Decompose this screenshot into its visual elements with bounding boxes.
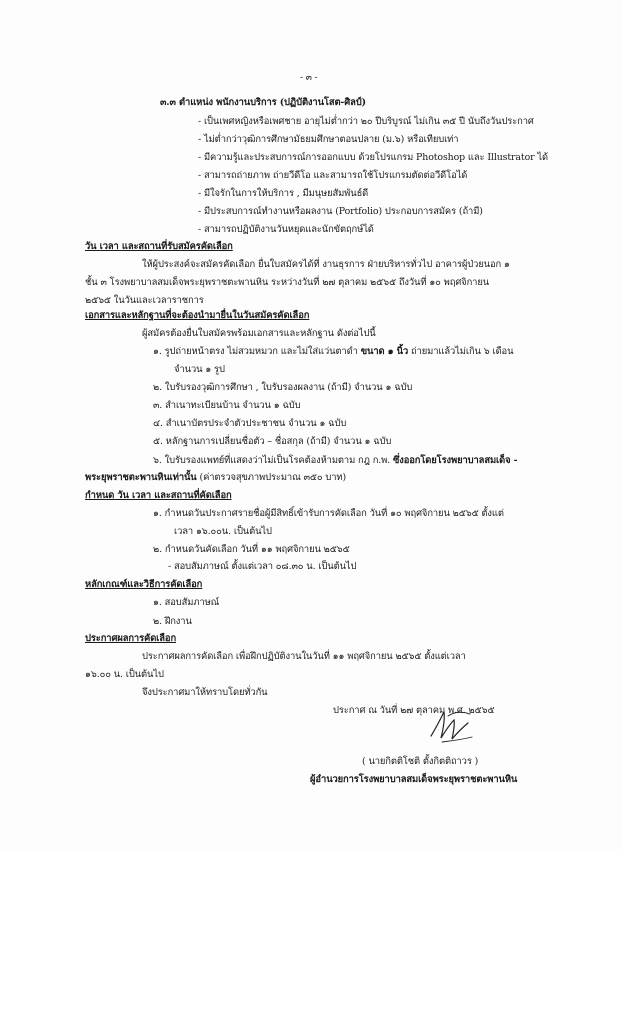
document-item-text: ๑. รูปถ่ายหน้าตรง ไม่สวมหมวก และไม่ใส่แว่นตาดำ [153, 346, 361, 357]
document-item: ๔. สำเนาบัตรประจำตัวประชาชน จำนวน ๑ ฉบับ [153, 418, 347, 429]
qualification-item: - เป็นเพศหญิงหรือเพศชาย อายุไม่ต่ำกว่า ๒๐ ปีบริบูรณ์ ไม่เกิน ๓๕ ปี นับถึงวันประกาศ [198, 116, 534, 127]
document-item [153, 455, 517, 467]
qualification-item: - ไม่ต่ำกว่าวุฒิการศึกษามัธยมศึกษาตอนปลาย (ม.๖) หรือเทียบเท่า [198, 134, 459, 145]
photo-size: ขนาด ๑ นิ้ว [360, 346, 409, 357]
criteria-item: ๑. สอบสัมภาษณ์ [153, 597, 220, 608]
blank-margin [0, 850, 622, 1024]
signatory-title: ผู้อำนวยการโรงพยาบาลสมเด็จพระยุพราชตะพานหิน [310, 774, 518, 785]
documents-intro: ผู้สมัครต้องยื่นใบสมัครพร้อมเอกสารและหลักฐาน ดังต่อไปนี้ [142, 328, 376, 339]
page-number: - ๓ - [300, 73, 318, 83]
announcement-line: ๑๖.๐๐ น. เป็นต้นไป [85, 669, 164, 680]
document-item: ๓. สำเนาทะเบียนบ้าน จำนวน ๑ ฉบับ [153, 400, 301, 411]
health-check-fee: (ค่าตรวจสุขภาพประมาณ ๓๕๐ บาท) [196, 472, 347, 483]
criteria-item: ๒. ฝึกงาน [153, 616, 192, 627]
schedule-subitem: - สอบสัมภาษณ์ ตั้งแต่เวลา ๐๘.๓๐ น. เป็นต้นไป [168, 561, 357, 572]
qualification-item: - มีความรู้และประสบการณ์การออกแบบ ด้วยโปรแกรม Photoshop และ Illustrator ได้ [198, 152, 548, 163]
qualification-item: - มีประสบการณ์ทำงานหรือผลงาน (Portfolio) ประกอบการสมัคร (ถ้ามี) [198, 206, 483, 217]
application-heading: วัน เวลา และสถานที่รับสมัครคัดเลือก [85, 241, 233, 252]
handwritten-signature [428, 706, 474, 746]
position-title: ๓.๓ ตำแหน่ง พนักงานบริการ (ปฏิบัติงานโสต-ศิลป์) [160, 97, 366, 108]
schedule-item: ๑. กำหนดวันประกาศรายชื่อผู้มีสิทธิ์เข้ารับการคัดเลือก วันที่ ๑๐ พฤศจิกายน ๒๕๖๕ ตั้งแต่ [153, 508, 504, 519]
qualification-item: - สามารถปฏิบัติงานวันหยุดและนักขัตฤกษ์ได้ [198, 224, 374, 235]
documents-heading: เอกสารและหลักฐานที่จะต้องนำมายื่นในวันสมัครคัดเลือก [85, 310, 310, 321]
schedule-item-continuation: เวลา ๑๖.๐๐น. เป็นต้นไป [174, 526, 272, 537]
signatory-name: ( นายกิตติโชติ ตั้งกิตติถาวร ) [362, 756, 479, 767]
document-item: ๕. หลักฐานการเปลี่ยนชื่อตัว – ชื่อสกุล (ถ้ามี) จำนวน ๑ ฉบับ [153, 436, 392, 447]
document-item: ๒. ใบรับรองวุฒิการศึกษา , ใบรับรองผลงาน (ถ้ามี) จำนวน ๑ ฉบับ [153, 382, 413, 393]
schedule-item: ๒. กำหนดวันคัดเลือก วันที่ ๑๑ พฤศจิกายน ๒๕๖๕ [153, 544, 350, 555]
hospital-only-note: พระยุพราชตะพานหินเท่านั้น [85, 472, 197, 483]
document-item-count: จำนวน ๑ รูป [174, 364, 225, 375]
qualification-item: - มีใจรักในการให้บริการ , มีมนุษยสัมพันธ์ดี [198, 188, 369, 199]
document-item-continuation [85, 472, 346, 484]
document-item [153, 346, 513, 358]
closing-statement: จึงประกาศมาให้ทราบโดยทั่วกัน [142, 687, 268, 698]
criteria-heading: หลักเกณฑ์และวิธีการคัดเลือก [85, 579, 203, 590]
application-line: ชั้น ๓ โรงพยาบาลสมเด็จพระยุพราชตะพานหิน ระหว่างวันที่ ๒๗ ตุลาคม ๒๕๖๕ ถึงวันที่ ๑๐ พฤศจิกายน [85, 277, 490, 288]
application-line: ๒๕๖๕ ในวันและเวลาราชการ [85, 295, 204, 306]
qualification-item: - สามารถถ่ายภาพ ถ่ายวีดีโอ และสามารถใช้โปรแกรมตัดต่อวีดีโอได้ [198, 170, 468, 181]
schedule-heading: กำหนด วัน เวลา และสถานที่คัดเลือก [85, 490, 232, 501]
document-item-text: ๖. ใบรับรองแพทย์ที่แสดงว่าไม่เป็นโรคต้องห้ามตาม กฎ ก.พ. [153, 455, 393, 466]
announcement-line: ประกาศผลการคัดเลือก เพื่อฝึกปฏิบัติงานในวันที่ ๑๑ พฤศจิกายน ๒๕๖๕ ตั้งแต่เวลา [142, 651, 466, 662]
application-line: ให้ผู้ประสงค์จะสมัครคัดเลือก ยื่นใบสมัครได้ที่ งานธุรการ ฝ่ายบริหารทั่วไป อาคารผู้ป่วยนอก ๑ [142, 259, 510, 270]
document-item-emphasis: ซึ่งออกโดยโรงพยาบาลสมเด็จ - [392, 455, 518, 466]
document-item-text: ถ่ายมาแล้วไม่เกิน ๖ เดือน [408, 346, 514, 357]
announcement-heading: ประกาศผลการคัดเลือก [85, 633, 177, 644]
announcement-date: ประกาศ ณ วันที่ ๒๗ ตุลาคม พ.ศ. ๒๕๖๕ [333, 705, 495, 716]
